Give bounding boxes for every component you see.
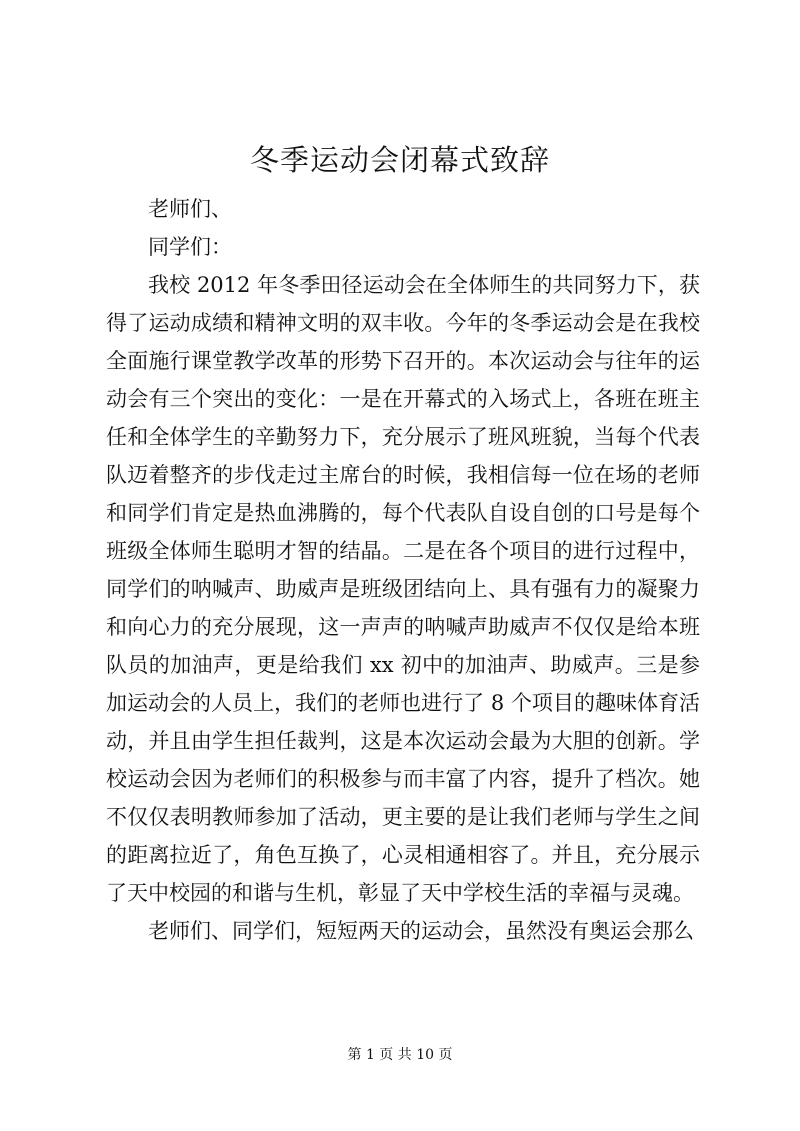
paragraph-line: 老师们、同学们，短短两天的运动会，虽然没有奥运会那么 [148,919,694,943]
paragraph-line: 我校 2012 年冬季田径运动会在全体师生的共同努力下，获 [148,273,700,297]
paragraph-line: 队迈着整齐的步伐走过主席台的时候，我相信每一位在场的老师 [106,463,700,487]
paragraph-line: 和向心力的充分展现，这一声声的呐喊声助威声不仅仅是给本班 [106,615,700,639]
paragraph-line: 班级全体师生聪明才智的结晶。二是在各个项目的进行过程中， [106,539,700,563]
paragraph-line: 任和全体学生的辛勤努力下，充分展示了班风班貌，当每个代表 [106,425,700,449]
page-footer: 第 1 页 共 10 页 [347,1047,453,1063]
paragraph-line: 和同学们肯定是热血沸腾的，每个代表队自设自创的口号是每个 [106,501,700,525]
paragraph-line: 了天中校园的和谐与生机，彰显了天中学校生活的幸福与灵魂。 [106,881,694,905]
paragraph-line: 不仅仅表明教师参加了活动，更主要的是让我们老师与学生之间 [106,805,700,829]
paragraph-line: 加运动会的人员上，我们的老师也进行了 8 个项目的趣味体育活 [106,691,700,715]
document-title: 冬季运动会闭幕式致辞 [249,143,550,177]
paragraph-line: 同学们的呐喊声、助威声是班级团结向上、具有强有力的凝聚力 [106,577,700,601]
paragraph-line: 动，并且由学生担任裁判，这是本次运动会最为大胆的创新。学 [106,729,700,753]
paragraph-line: 得了运动成绩和精神文明的双丰收。今年的冬季运动会是在我校 [106,311,700,335]
salutation-teachers: 老师们、 [148,197,232,221]
document-body [106,190,700,950]
paragraph-line: 动会有三个突出的变化：一是在开幕式的入场式上，各班在班主 [106,387,700,411]
paragraph-line: 的距离拉近了，角色互换了，心灵相通相容了。并且，充分展示 [106,843,700,867]
paragraph-line: 队员的加油声，更是给我们 xx 初中的加油声、助威声。三是参 [106,653,700,677]
paragraph-line: 全面施行课堂教学改革的形势下召开的。本次运动会与往年的运 [106,349,700,373]
paragraph-line: 校运动会因为老师们的积极参与而丰富了内容，提升了档次。她 [106,767,700,791]
salutation-students: 同学们： [148,235,232,259]
